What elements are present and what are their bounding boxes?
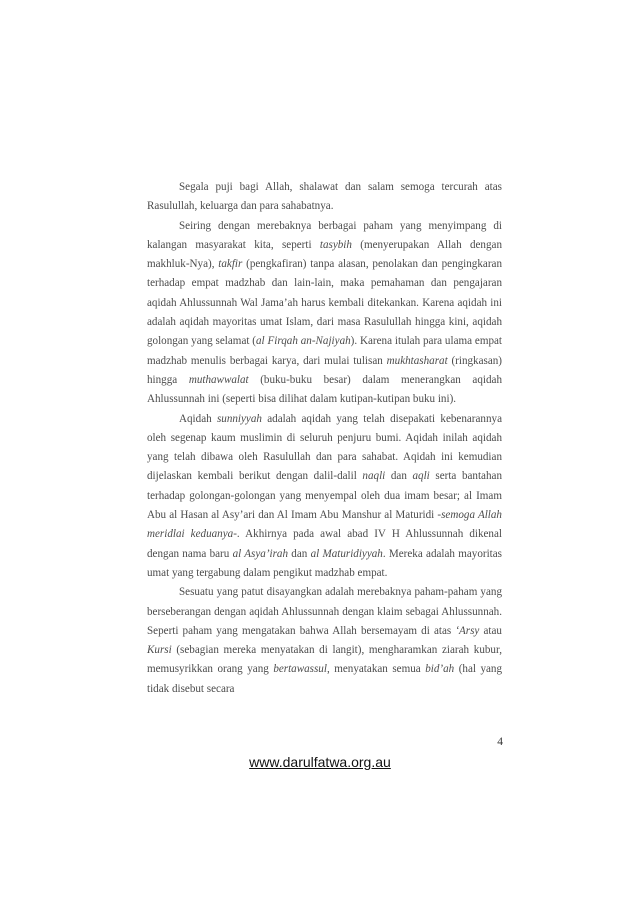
italic-term: al Firqah an-Najiyah [256,335,351,348]
paragraph [147,178,502,217]
text-run: (sebagian mereka menyatakan di langit), mengharamkan ziarah kubur, memusyrikkan orang yang [147,644,502,676]
text-run: (menyerupakan Allah dengan makhluk-Nya), [147,238,502,271]
text-run: Aqidah [179,412,217,425]
italic-term: semoga Allah meridlai keduanya- [147,509,502,541]
text-run: atau [479,624,502,637]
website-link[interactable]: www.darulfatwa.org.au [249,754,391,770]
italic-term: takfir [218,258,243,271]
italic-term: Kursi [147,644,172,657]
italic-term: muthawwalat [188,373,249,386]
text-run: dan [385,470,413,483]
text-run: . Mereka adalah mayoritas umat yang tergabung dalam pengikut madzhab empat. [147,547,502,579]
paragraph [147,410,502,584]
italic-term: ‘Arsy [455,624,480,637]
text-run: Sesuatu yang patut disayangkan adalah merebaknya paham-paham yang berseberangan dengan aqidah Ahlussunnah dengan klaim sebagai Ahlussunnah. Seperti paham yang mengatakan bahwa Allah bersemayam di atas [147,586,502,637]
text-run: (pengkafiran) tanpa alasan, penolakan dan pengingkaran terhadap empat madzhab dan lain-lain, maka pemahaman dan pengajaran aqidah Ahlussunnah Wal Jama’ah harus kembali ditekankan. Karena aqidah ini adalah aqidah mayoritas umat Islam, dari masa Rasulullah hingga kini, aqidah golongan yang selamat ( [147,258,502,348]
italic-term: al Maturidiyyah [310,547,383,560]
paragraph [147,583,502,699]
paragraph [147,217,502,410]
text-run: (ringkasan) hingga [147,354,502,386]
text-run: ). Karena itulah para ulama empat madzhab menulis berbagai karya, dari mulai tulisan [147,335,503,367]
body-text [147,178,502,699]
text-run: . Akhirnya pada awal abad IV H Ahlussunnah dikenal dengan nama baru [147,528,502,560]
italic-term: bid’ah [425,663,455,676]
italic-term: naqli [362,470,386,483]
italic-term: sunniyyah [216,412,262,425]
text-run: adalah aqidah yang telah disepakati kebenarannya oleh segenap kaum muslimin di seluruh penjuru bumi. Aqidah inilah aqidah yang telah dibawa oleh Rasulullah dan para sahabat. Aqidah ini kemudian dijelaskan kembali berikut dengan dalil-dalil [147,412,502,483]
italic-term: aqli [412,470,430,483]
text-run: Seiring dengan merebaknya berbagai paham yang menyimpang di kalangan masyarakat kita, seperti [147,219,502,251]
italic-term: al Asya’irah [232,547,289,560]
text-run: (hal yang tidak disebut secara [147,663,503,695]
italic-term: bertawassul [273,663,327,676]
text-run: dan [288,547,311,560]
text-run: , menyatakan semua [326,663,426,676]
text-run: (buku-buku besar) dalam menerangkan aqidah Ahlussunnah ini (seperti bisa dilihat dalam kutipan-kutipan buku ini). [147,373,502,406]
italic-term: mukhtasharat [386,354,448,367]
page-number: 4 [497,736,503,748]
text-run: Segala puji bagi Allah, shalawat dan salam semoga tercurah atas Rasulullah, keluarga dan para sahabatnya. [147,181,502,213]
italic-term: tasybih [319,238,352,251]
text-run: serta bantahan terhadap golongan-golongan yang menyempal oleh dua imam besar; al Imam Abu al Hasan al Asy’ari dan Al Imam Abu Manshur al Maturidi - [147,470,502,522]
